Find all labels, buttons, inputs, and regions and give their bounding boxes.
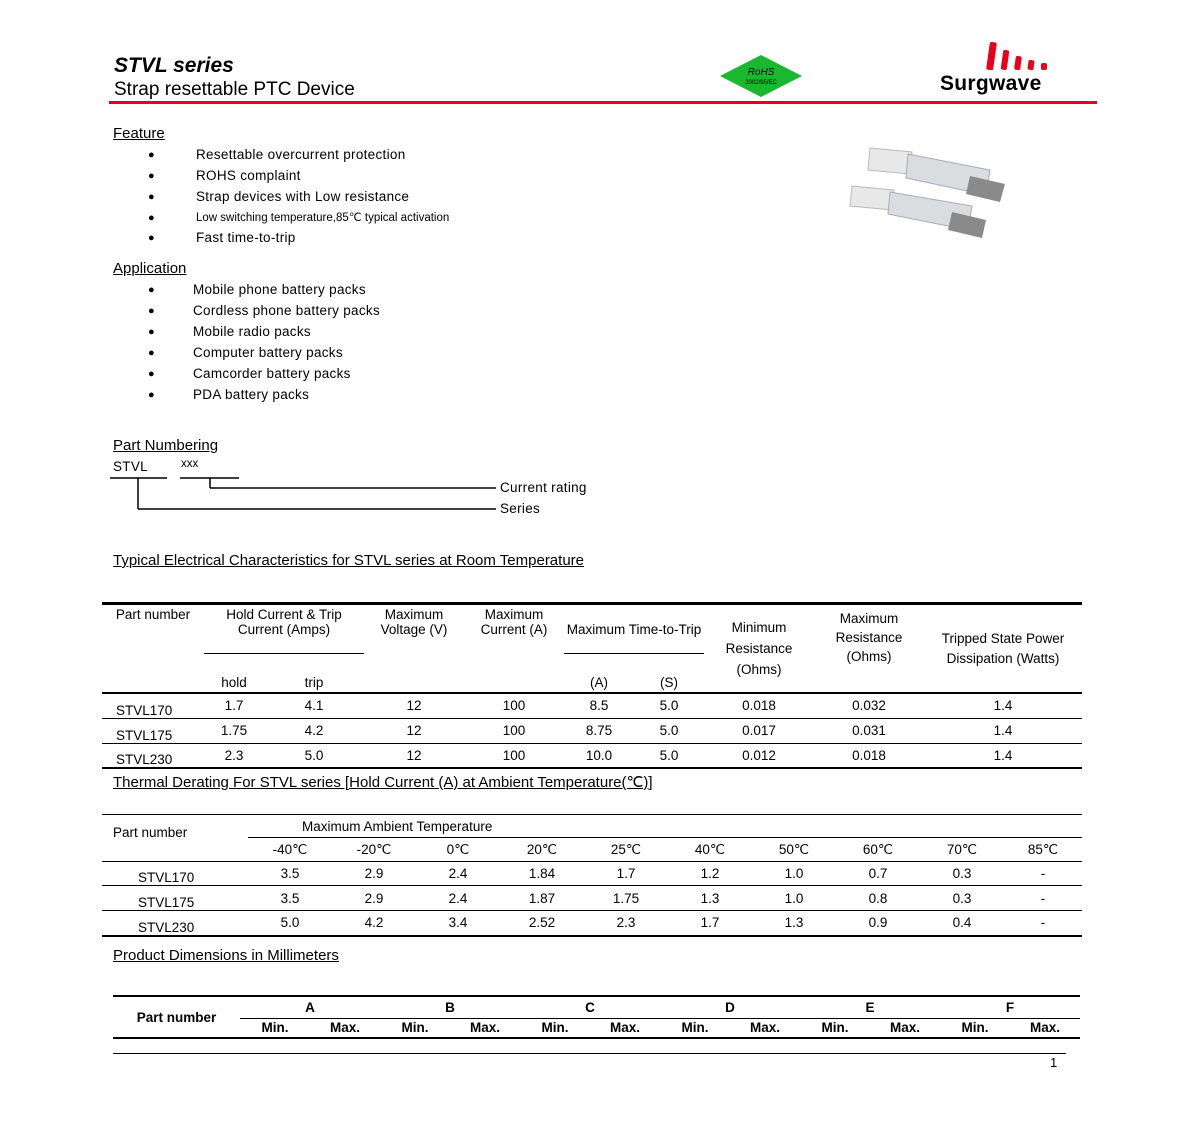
dim-minmax-row: Min. Max. Min. Max. Min. Max. Min. Max. Min. Max. Min. Max. bbox=[113, 1018, 1080, 1038]
col-tripped-power: Tripped State Power Dissipation (Watts) bbox=[941, 630, 1065, 666]
bullet-icon: ● bbox=[148, 170, 155, 182]
thermal-group-label: Maximum Ambient Temperature bbox=[248, 815, 584, 838]
bullet-icon: ● bbox=[148, 389, 155, 401]
table-row: STVL230 2.3 5.0 12 100 10.0 5.0 0.012 0.018 1.4 bbox=[102, 743, 1082, 768]
dim-part-label: Part number bbox=[113, 996, 240, 1038]
application-item: Mobile phone battery packs bbox=[193, 282, 366, 297]
table-row: STVL175 3.5 2.9 2.4 1.87 1.75 1.3 1.0 0.8 0.3 - bbox=[102, 886, 1082, 911]
col-s: (S) bbox=[660, 675, 678, 690]
application-item: Mobile radio packs bbox=[193, 324, 311, 339]
feature-item: Low switching temperature,85℃ typical activation bbox=[196, 212, 450, 224]
bullet-icon: ● bbox=[148, 149, 155, 161]
rohs-label: RoHS bbox=[747, 67, 775, 78]
col-min-res: Minimum Resistance (Ohms) bbox=[725, 620, 793, 677]
rohs-code: 2002/95/EC bbox=[745, 80, 777, 86]
feature-heading: Feature bbox=[113, 125, 165, 142]
bullet-icon: ● bbox=[148, 284, 155, 296]
col-part: Part number bbox=[115, 607, 191, 622]
bullet-icon: ● bbox=[148, 368, 155, 380]
part-suffix: xxx bbox=[181, 458, 199, 470]
feature-item: Fast time-to-trip bbox=[196, 230, 296, 245]
bullet-icon: ● bbox=[148, 191, 155, 203]
product-photo bbox=[840, 140, 1010, 240]
dim-col-b: B bbox=[380, 996, 520, 1018]
col-hold-trip: Hold Current & Trip Current (Amps) bbox=[204, 604, 364, 654]
dimensions-table bbox=[113, 995, 1080, 1039]
bullet-icon: ● bbox=[148, 347, 155, 359]
electrical-heading: Typical Electrical Characteristics for STVL series at Room Temperature bbox=[113, 552, 584, 569]
dim-col-e: E bbox=[800, 996, 940, 1018]
thermal-part-label: Part number bbox=[113, 825, 188, 840]
doc-title: STVL series bbox=[114, 54, 234, 77]
dim-col-c: C bbox=[520, 996, 660, 1018]
thermal-table bbox=[102, 814, 1082, 937]
label-current-rating: Current rating bbox=[500, 480, 587, 495]
part-prefix: STVL bbox=[113, 459, 148, 474]
label-series: Series bbox=[500, 501, 541, 516]
application-heading: Application bbox=[113, 260, 187, 277]
footer-divider bbox=[113, 1053, 1066, 1054]
table-row: STVL170 1.7 4.1 12 100 8.5 5.0 0.018 0.032 1.4 bbox=[102, 693, 1082, 718]
feature-item: ROHS complaint bbox=[196, 168, 301, 183]
doc-subtitle: Strap resettable PTC Device bbox=[114, 79, 355, 100]
col-trip: trip bbox=[304, 675, 324, 690]
table-row: STVL175 1.75 4.2 12 100 8.75 5.0 0.017 0.031 1.4 bbox=[102, 718, 1082, 743]
bullet-icon: ● bbox=[148, 212, 155, 224]
page-number: 1 bbox=[1050, 1055, 1058, 1070]
application-item: Computer battery packs bbox=[193, 345, 343, 360]
thermal-temp-row: -40℃ -20℃ 0℃ 20℃ 25℃ 40℃ 50℃ 60℃ 70℃ 85℃ bbox=[102, 838, 1082, 862]
part-numbering-diagram bbox=[108, 474, 508, 516]
col-a: (A) bbox=[590, 675, 608, 690]
feature-item: Strap devices with Low resistance bbox=[196, 189, 410, 204]
col-hold: hold bbox=[221, 675, 247, 690]
col-max-current: Maximum Current (A) bbox=[480, 607, 548, 637]
dim-col-a: A bbox=[240, 996, 380, 1018]
thermal-heading: Thermal Derating For STVL series [Hold Current (A) at Ambient Temperature(℃)] bbox=[113, 774, 653, 791]
application-item: PDA battery packs bbox=[193, 387, 310, 402]
col-time-to-trip: Maximum Time-to-Trip bbox=[564, 604, 704, 654]
application-item: Camcorder battery packs bbox=[193, 366, 351, 381]
col-max-res: Maximum Resistance (Ohms) bbox=[835, 611, 903, 664]
bullet-icon: ● bbox=[148, 232, 155, 244]
col-max-voltage: Maximum Voltage (V) bbox=[380, 607, 448, 637]
feature-item: Resettable overcurrent protection bbox=[196, 147, 406, 162]
rohs-badge bbox=[720, 55, 802, 97]
bullet-icon: ● bbox=[148, 326, 155, 338]
dimensions-heading: Product Dimensions in Millimeters bbox=[113, 947, 339, 964]
part-numbering-heading: Part Numbering bbox=[113, 437, 219, 454]
table-row: STVL230 5.0 4.2 3.4 2.52 2.3 1.7 1.3 0.9 0.4 - bbox=[102, 911, 1082, 936]
dim-col-d: D bbox=[660, 996, 800, 1018]
bullet-icon: ● bbox=[148, 305, 155, 317]
electrical-table bbox=[102, 602, 1082, 769]
dim-col-f: F bbox=[940, 996, 1080, 1018]
application-item: Cordless phone battery packs bbox=[193, 303, 380, 318]
header-divider bbox=[109, 101, 1097, 104]
table-row: STVL170 3.5 2.9 2.4 1.84 1.7 1.2 1.0 0.7 0.3 - bbox=[102, 862, 1082, 886]
logo-text: Surgwave bbox=[940, 72, 1042, 95]
